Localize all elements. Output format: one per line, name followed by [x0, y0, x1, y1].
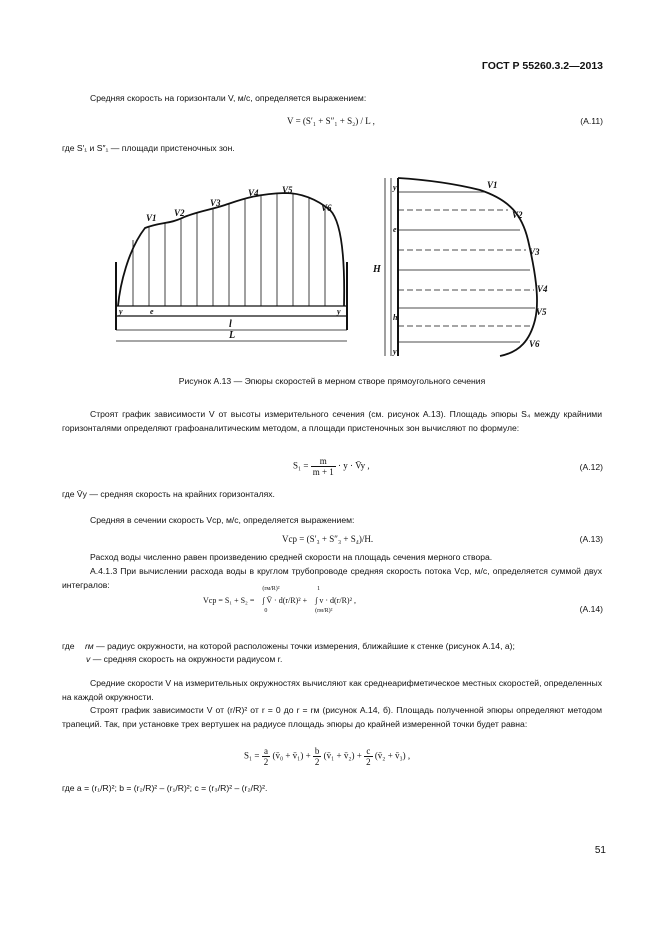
a14-int1-upper: (rм/R)² [262, 586, 280, 592]
a14-int1-body: ∫ V̄ · d(r/R)² + [262, 596, 308, 605]
rm-definition: — радиус окружности, на которой расположены точки измерения, ближайшие к стенке (рисунок А.14, а); [96, 641, 515, 651]
equation-a14 [203, 586, 356, 614]
label-left-v3: V3 [210, 198, 221, 208]
page-number: 51 [594, 845, 606, 856]
a12-numerator: m [311, 456, 336, 467]
figure-velocity-profiles [0, 0, 661, 380]
paragraph-wall-zones: где S′₁ и S″₁ — площади пристеночных зон. [62, 143, 235, 153]
label-left-v5: V5 [282, 185, 293, 195]
label-left-l: l [229, 319, 232, 330]
s1-frac-a: $\frac{a}{2}$ [263, 746, 269, 767]
label-left-v1: V1 [146, 213, 157, 223]
s1-lhs: S₁ = [244, 750, 260, 761]
label-right-v5: V5 [536, 307, 547, 317]
a12-denominator: m + 1 [312, 467, 334, 477]
right-velocity-curve [398, 178, 537, 356]
paragraph-section-velocity: Средняя в сечении скорость Vср, м/с, определяется выражением: [90, 515, 355, 525]
label-right-v3: V3 [529, 247, 540, 257]
label-right-v2: V2 [512, 210, 523, 220]
where-rm-line [62, 641, 602, 651]
equation-a11: V = (S′₁ + S″₁ + S₂) / L , [287, 116, 375, 126]
label-left-y-end: y [337, 307, 341, 316]
label-right-e: e [393, 225, 397, 234]
a14-integral-2 [315, 586, 356, 614]
v-symbol: v [86, 654, 91, 664]
equation-number-a14: (А.14) [579, 604, 603, 614]
equation-a13: Vср = (S′₃ + S″₃ + S₄)/H. [282, 534, 374, 544]
where-word: где [62, 641, 75, 651]
v-definition: — средняя скорость на окружности радиусом r. [92, 654, 283, 664]
right-profile [385, 178, 537, 356]
figure-caption: Рисунок А.13 — Эпюры скоростей в мерном створе прямоугольного сечения [178, 376, 486, 386]
paragraph-circle-averages: Средние скорости V на измерительных окружностях вычисляют как среднеарифметическое местных скоростей, определенных на каждой окружности. [62, 678, 602, 702]
paragraph-coefficients: где a = (r₁/R)²; b = (r₂/R)² – (r₁/R)²; c = (r₃/R)² – (r₂/R)². [62, 783, 268, 793]
label-left-e: e [150, 307, 154, 316]
label-left-v2: V2 [174, 208, 185, 218]
s1-term2: (v̄₁ + v̄₂) + [323, 750, 362, 761]
label-right-v4: V4 [537, 284, 548, 294]
paragraph-discharge: Расход воды численно равен произведению средней скорости на площадь сечения мерного створа. [90, 552, 493, 562]
paragraph-a413: А.4.1.3 При вычислении расхода воды в круглом трубопроводе средняя скорость потока Vср, м/с, определяется суммой двух интегралов: [62, 566, 602, 590]
velocity-profile-curve [118, 193, 344, 306]
equation-a12 [293, 456, 370, 477]
equation-number-a11: (А.11) [580, 116, 603, 126]
a12-rhs: · y · V̄y , [338, 460, 370, 471]
label-left-v6: V6 [321, 203, 332, 213]
standard-header: ГОСТ Р 55260.3.2—2013 [481, 60, 603, 72]
label-right-y-bottom: y [393, 347, 397, 356]
paragraph-mean-velocity: Средняя скорость на горизонтали V, м/с, определяется выражением: [90, 93, 367, 103]
s1-term1: (v̄₀ + v̄₁) + [272, 750, 311, 761]
label-left-L: L [229, 330, 236, 341]
a14-int2-lower: (rм/R)² [315, 608, 333, 614]
label-left-y-start: y [119, 307, 123, 316]
a14-int2-upper: 1 [317, 586, 321, 592]
velocity-verticals [133, 193, 325, 306]
a12-fraction [311, 456, 336, 477]
where-block [62, 641, 602, 664]
paragraph-trapezoid-method: Строят график зависимости V от (r/R)² от r = 0 до r = rм (рисунок А.14, б). Площадь полученной эпюры определяют методом трапеций. Так, при установке трех вертушек на радиусе площадь эпюры до крайней измеренной точки будет равна: [62, 705, 602, 729]
a14-integral-1 [262, 586, 308, 614]
label-right-h: h [393, 313, 398, 322]
s1-frac-c: $\frac{c}{2}$ [366, 746, 371, 767]
label-right-v1: V1 [487, 180, 498, 190]
equation-s1-trapezoid [244, 746, 410, 767]
a14-lhs: Vср = S₁ + S₂ = [203, 596, 255, 605]
paragraph-edge-velocity: где V̄y — средняя скорость на крайних горизонталях. [62, 489, 275, 499]
s1-term3: (v̄₂ + v̄₃) , [374, 750, 411, 761]
s1-frac-b: $\frac{b}{2}$ [314, 746, 320, 767]
label-right-y-top: y [393, 183, 397, 192]
label-right-v6: V6 [529, 339, 540, 349]
label-left-v4: V4 [248, 188, 259, 198]
paragraph-graph-construction: Строят график зависимости V от высоты измерительного сечения (см. рисунок А.13). Площадь эпюры S₄ между крайними горизонталями определяют графоаналитическим методом, а площади пристеночных зон вычисляют по формуле: [62, 409, 602, 433]
equation-number-a12: (А.12) [579, 462, 603, 472]
rm-symbol: rм [84, 641, 94, 651]
a14-int2-body: ∫ v · d(r/R)² , [315, 596, 356, 605]
where-v-line [62, 654, 602, 664]
a12-lhs: S₁ = [293, 460, 309, 471]
equation-number-a13: (А.13) [579, 534, 603, 544]
label-right-H: H [373, 264, 381, 275]
a14-int1-lower: 0 [264, 608, 268, 614]
